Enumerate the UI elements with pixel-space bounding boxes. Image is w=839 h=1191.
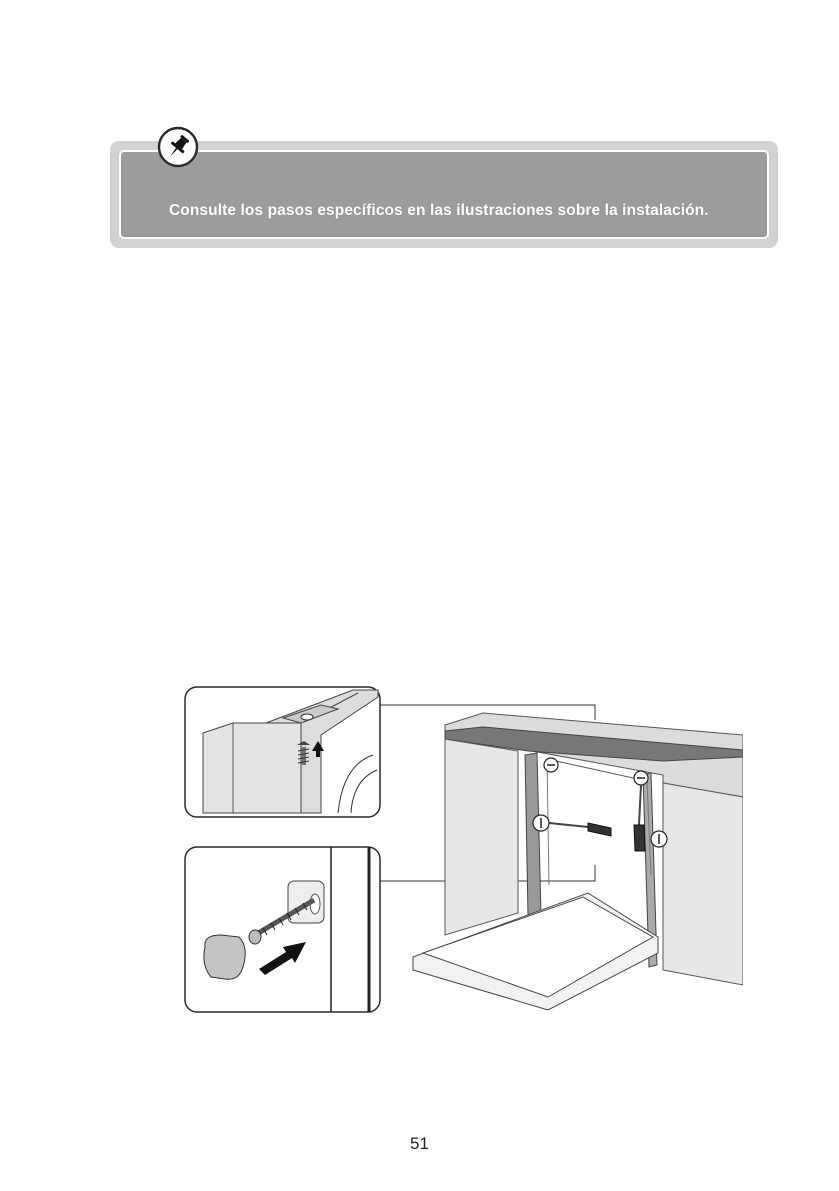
pushpin-icon: [157, 126, 199, 168]
installation-illustration: [183, 685, 743, 1017]
note-box: [110, 141, 778, 248]
detail-panel-bottom: [185, 847, 380, 1012]
dishwasher-unit: [413, 713, 743, 1010]
page-number: 51: [410, 1134, 429, 1153]
screwdriver-icon: [549, 823, 611, 836]
note-box-inner: [119, 150, 769, 239]
detail-panel-top: [185, 687, 380, 817]
note-text: Consulte los pasos específicos en las ilustraciones sobre la instalación.: [169, 202, 709, 219]
